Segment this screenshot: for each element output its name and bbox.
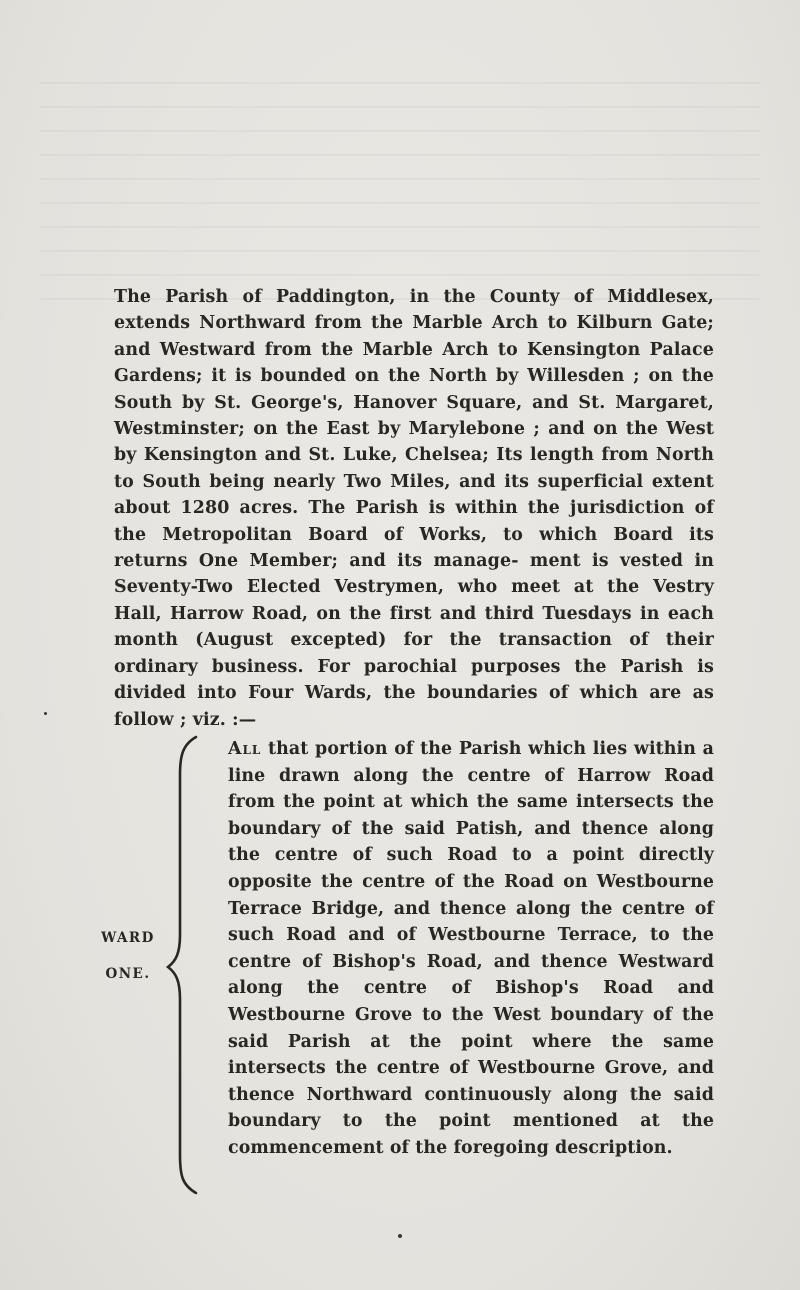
ward-label: [88, 920, 168, 992]
ward-description-text: that portion of the Parish which lies within a line drawn along the centre of Harrow Road from the point at which the same intersects the boundary of the said Patish, and thence along the centre of such Road to a point directly opposite the centre of the Road on Westbourne Terrace Bridge, and thence along the centre of such Road and of Westbourne Terrace, to the centre of Bishop's Road, and thence Westward along the centre of Bishop's Road and Westbourne Grove to the West boundary of the said Parish at the point where the same intersects the centre of Westbourne Grove, and thence Northward continuously along the said boundary to the point mentioned at the commencement of the foregoing description.: [228, 739, 715, 1158]
show-through-text: [40, 60, 760, 310]
intro-paragraph-block: [114, 284, 714, 733]
curly-brace-icon: [166, 735, 206, 1195]
ward-label-line2: ONE.: [105, 966, 151, 982]
ward-label-line1: WARD: [101, 930, 155, 946]
intro-paragraph: The Parish of Paddington, in the County of Middlesex, extends Northward from the Marble Arch to Kilburn Gate; and Westward from the Marble Arch to Kensington Palace Gardens; it is bounded on the North by Willesden ; on the South by St. George's, Hanover Square, and St. Margaret, Westminster; on the East by Marylebone ; and on the West by Kensington and St. Luke, Chelsea; Its length from North to South being nearly Two Miles, and its superficial extent about 1280 acres. The Parish is within the jurisdiction of the Metropolitan Board of Works, to which Board its returns One Member; and its manage- ment is vested in Seventy-Two Elected Vestrymen, who meet at the Vestry Hall, Harrow Road, on the first and third Tuesdays in each month (August excepted) for the transaction of their ordinary business. For parochial purposes the Parish is divided into Four Wards, the boundaries of which are as follow ; viz. :—: [114, 287, 714, 730]
ink-speck: [44, 712, 47, 715]
ward-lead-word: All: [228, 739, 262, 759]
ink-speck: [398, 1234, 402, 1238]
ward-one-description: [228, 736, 714, 1162]
